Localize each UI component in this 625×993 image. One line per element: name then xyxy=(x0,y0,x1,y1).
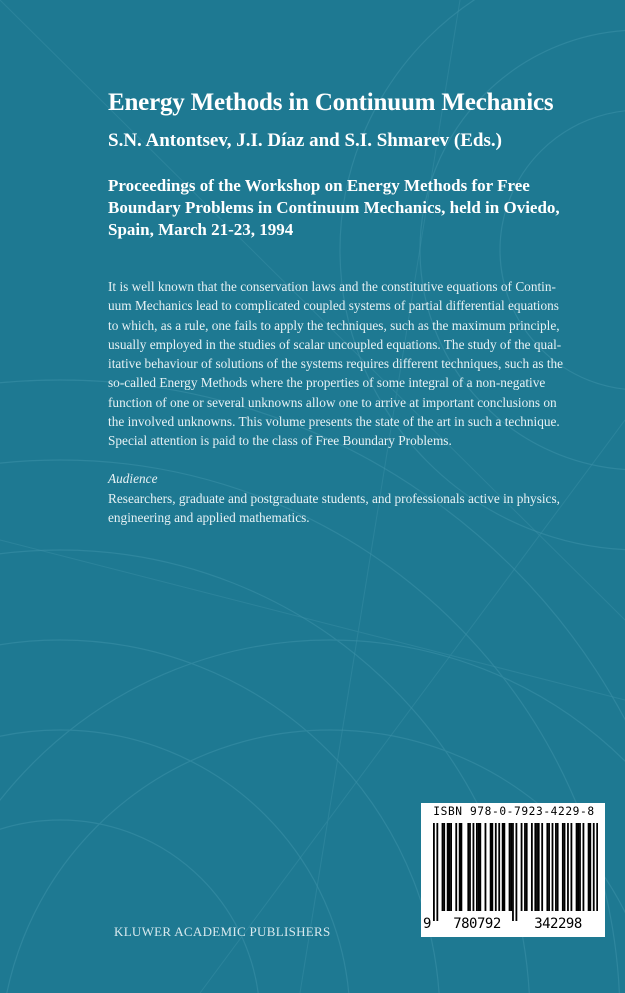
proceedings-line: Spain, March 21-23, 1994 xyxy=(108,220,294,239)
barcode-bar xyxy=(491,823,493,911)
ean-right-digits: 342298 xyxy=(534,916,582,932)
abstract-line: itative behaviour of solutions of the systems requires different techniques, such as the xyxy=(108,356,564,372)
barcode-bar xyxy=(509,823,511,911)
audience-line: Researchers, graduate and postgraduate students, and professionals active in physics, xyxy=(108,491,560,506)
barcode-bar xyxy=(589,823,591,911)
barcode-bar xyxy=(459,823,461,911)
barcode-bar xyxy=(579,823,581,911)
abstract-line: uum Mechanics lead to complicated coupled systems of partial differential equations xyxy=(108,298,559,314)
ean-left-digits: 780792 xyxy=(453,916,501,932)
barcode-bar xyxy=(495,823,497,911)
barcode-bar xyxy=(555,823,557,911)
barcode-bar xyxy=(534,823,536,911)
audience-paragraph xyxy=(108,489,608,528)
proceedings-info xyxy=(108,175,608,241)
abstract-line: the involved unknowns. This volume presents the state of the art in such a technique. xyxy=(108,414,560,430)
barcode-bar xyxy=(516,823,518,921)
abstract-line: Special attention is paid to the class of Free Boundary Problems. xyxy=(108,433,452,449)
barcode-bar xyxy=(490,823,492,911)
barcode-bar xyxy=(450,823,452,911)
barcode-bar xyxy=(502,823,504,911)
barcode-bar xyxy=(588,823,590,911)
barcode-bar xyxy=(479,823,481,911)
barcode-bar xyxy=(467,823,469,911)
barcode-bar xyxy=(447,823,449,911)
abstract-line: function of one or several unknowns allow one to arrive at important conclusions on xyxy=(108,394,557,410)
abstract-line: so-called Energy Methods where the properties of some integral of a non-negative xyxy=(108,375,546,391)
barcode-bar xyxy=(524,823,526,911)
barcode-bar xyxy=(485,823,487,911)
barcode-bar xyxy=(593,823,595,911)
abstract-paragraph xyxy=(108,277,608,451)
barcode-bar xyxy=(583,823,585,911)
barcode-bar xyxy=(546,823,548,911)
barcode-bar xyxy=(571,823,573,911)
ean-first-digit: 9 xyxy=(423,916,432,932)
abstract-line: It is well known that the conservation laws and the constitutive equations of Contin- xyxy=(108,279,556,294)
barcode-bar xyxy=(433,823,435,921)
barcode-bar xyxy=(478,823,480,911)
barcode-bar xyxy=(548,823,550,911)
barcode-bar xyxy=(567,823,569,911)
barcode-bar xyxy=(469,823,471,911)
barcode-bar xyxy=(557,823,559,911)
barcode-bar xyxy=(436,823,438,921)
book-title: Energy Methods in Continuum Mechanics xyxy=(108,89,554,116)
publisher-name: KLUWER ACADEMIC PUBLISHERS xyxy=(114,924,331,939)
barcode-bar xyxy=(448,823,450,911)
abstract-line: to which, as a rule, one fails to apply the techniques, such as the maximum principle, xyxy=(108,317,560,333)
barcode-bar xyxy=(512,823,514,921)
editors-line: S.N. Antontsev, J.I. Díaz and S.I. Shmarev (Eds.) xyxy=(108,130,502,151)
barcode-bars xyxy=(433,823,598,921)
barcode-bar xyxy=(562,823,564,911)
proceedings-line: Boundary Problems in Continuum Mechanics, held in Oviedo, xyxy=(108,198,560,217)
barcode-panel xyxy=(421,803,605,937)
barcode-bar xyxy=(552,823,554,911)
audience-line: engineering and applied mathematics. xyxy=(108,510,310,526)
barcode-bar xyxy=(455,823,457,911)
barcode-bar xyxy=(476,823,478,911)
audience-heading: Audience xyxy=(108,471,158,486)
barcode-bar xyxy=(461,823,463,911)
barcode-bar xyxy=(503,823,505,911)
barcode-bar xyxy=(576,823,578,911)
barcode-bar xyxy=(526,823,528,911)
barcode-bar xyxy=(564,823,566,911)
barcode-bar xyxy=(510,823,512,911)
barcode-bar xyxy=(577,823,579,911)
barcode-bar xyxy=(498,823,500,911)
proceedings-line: Proceedings of the Workshop on Energy Methods for Free xyxy=(108,176,530,195)
barcode-bar xyxy=(473,823,475,911)
barcode-bar xyxy=(538,823,540,911)
barcode-bar xyxy=(521,823,523,911)
barcode-bar xyxy=(531,823,533,911)
barcode-bar xyxy=(536,823,538,911)
barcode-bar xyxy=(443,823,445,911)
abstract-line: usually employed in the studies of scalar uncoupled equations. The study of the qual- xyxy=(108,336,562,352)
barcode-bar xyxy=(596,823,598,911)
barcode-bar xyxy=(442,823,444,911)
barcode-bar xyxy=(541,823,543,911)
isbn-label: ISBN 978-0-7923-4229-8 xyxy=(433,805,595,818)
